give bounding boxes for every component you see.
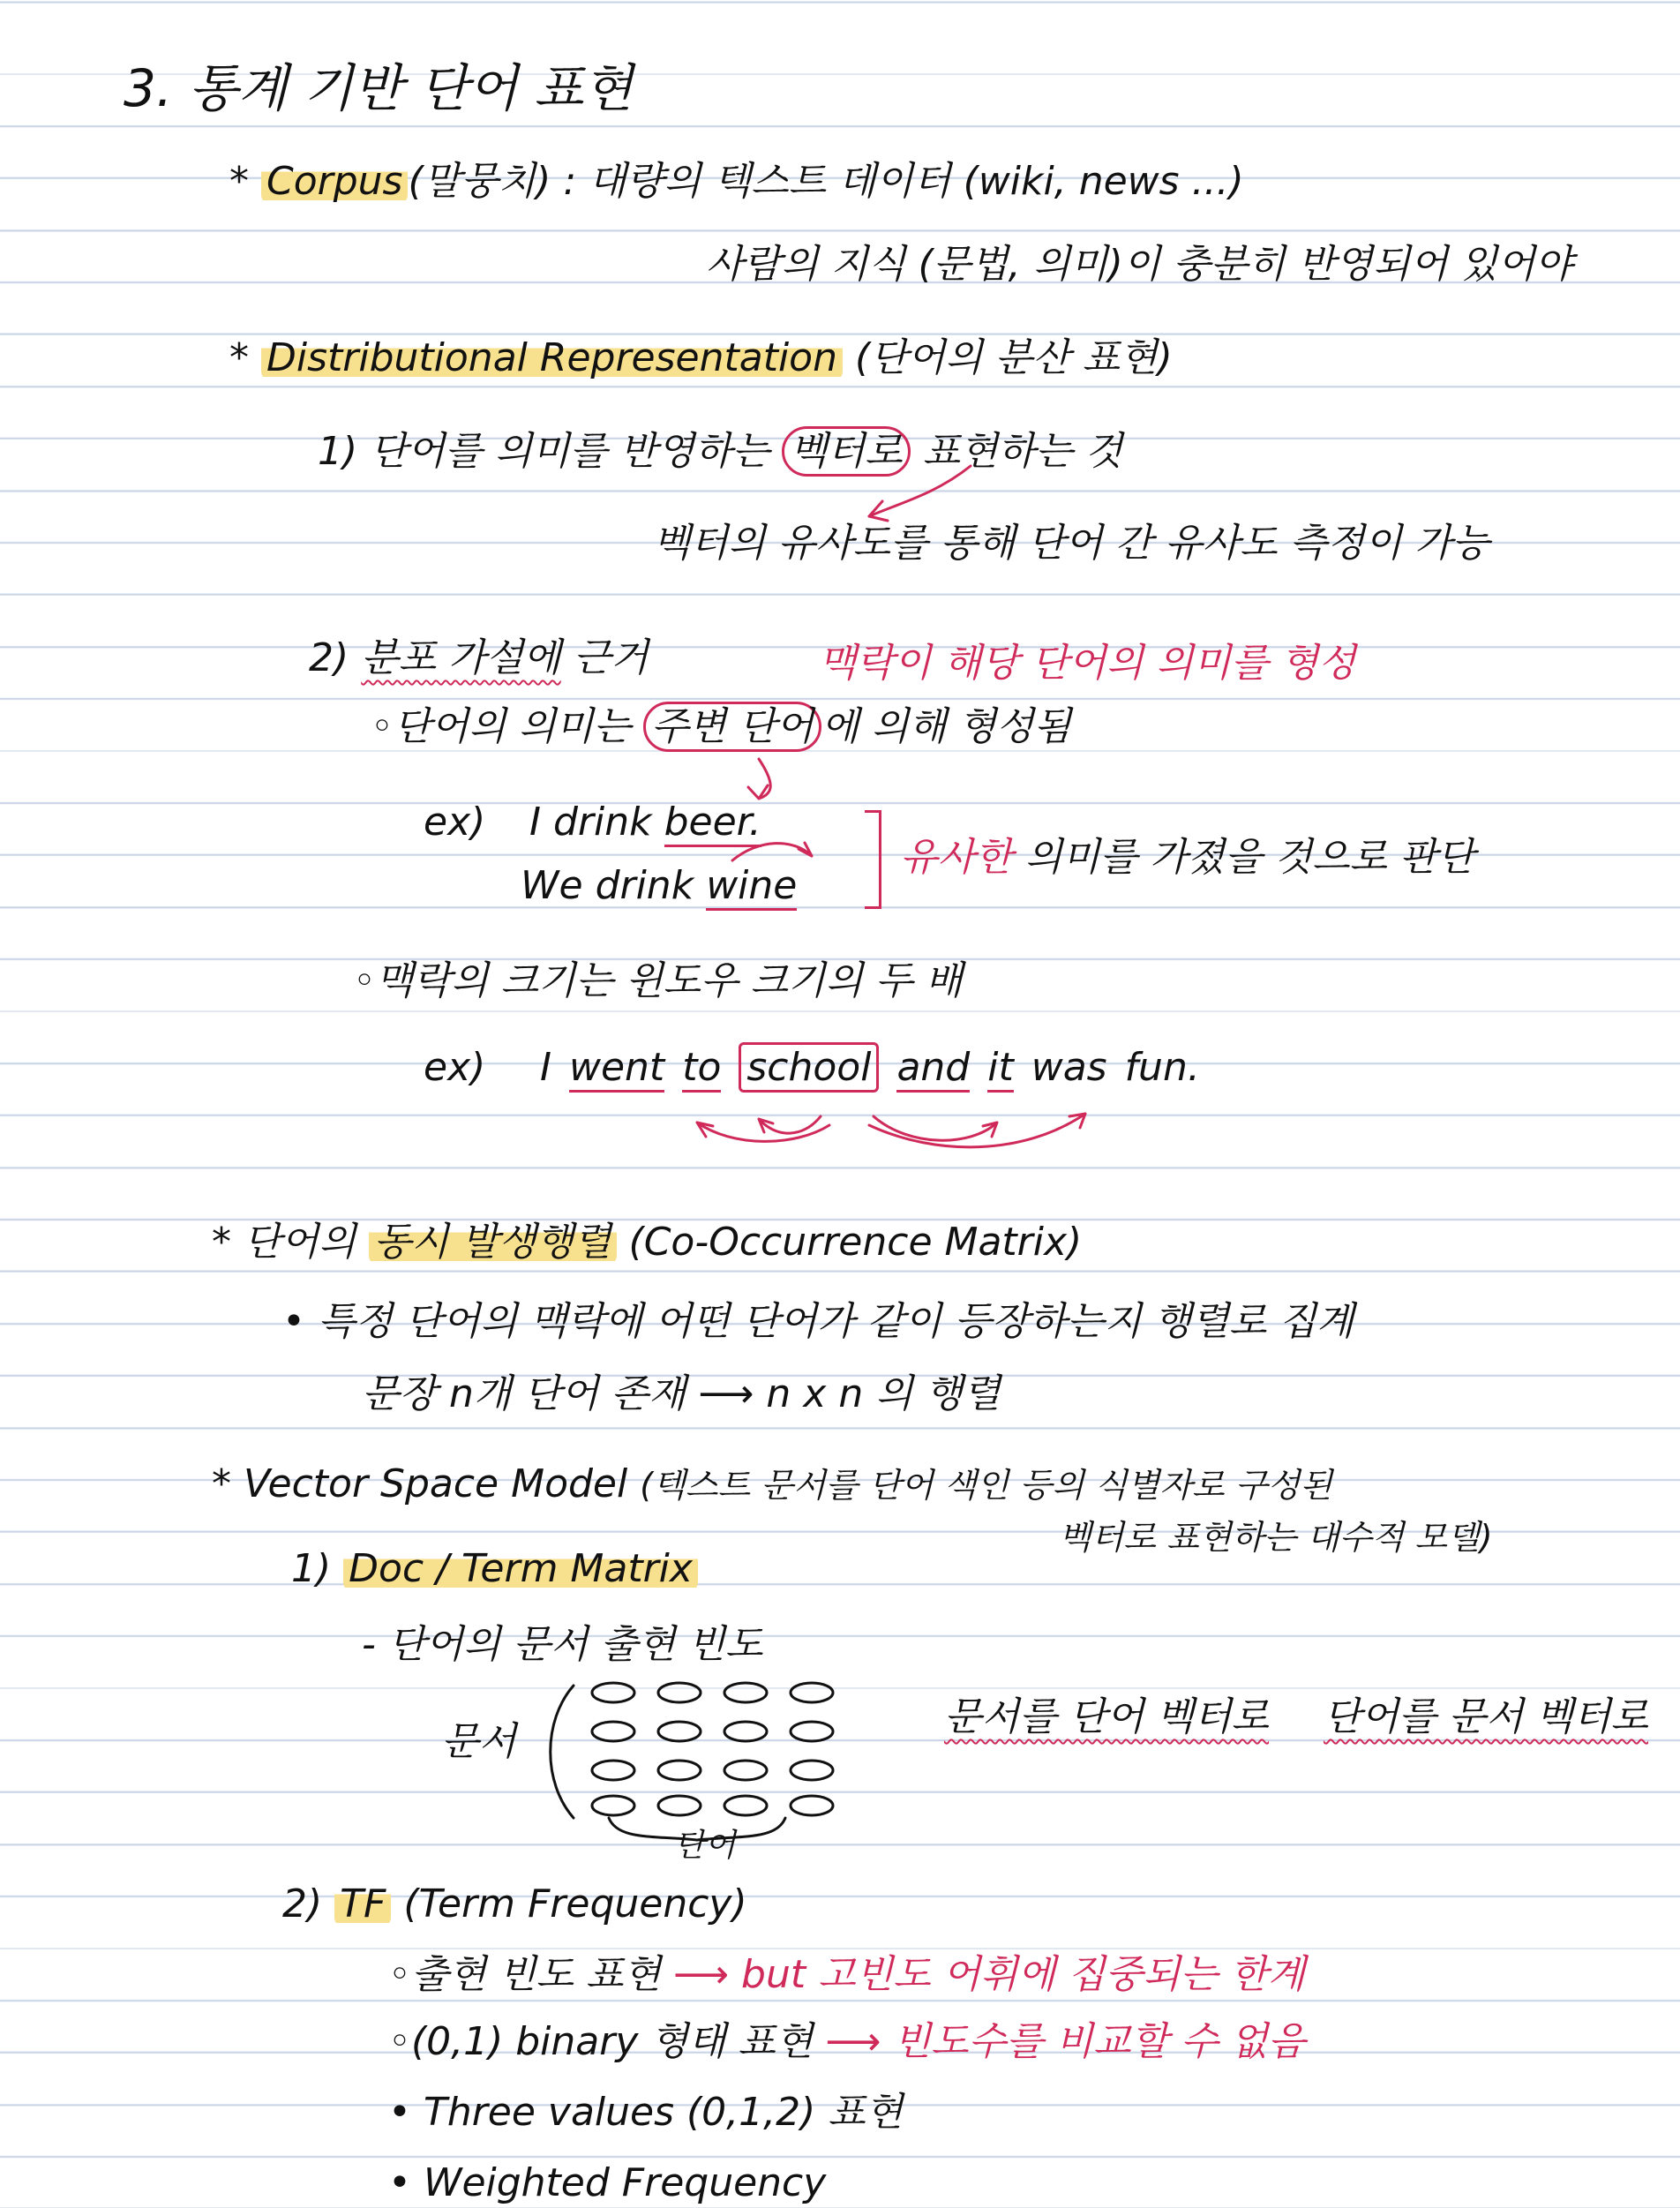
distributional-term: Distributional Representation xyxy=(261,335,843,380)
matrix-row-label: 문서 xyxy=(441,1719,517,1764)
example-3-w6: it xyxy=(987,1045,1013,1093)
example-1-text: I drink xyxy=(529,800,652,845)
corpus-term: Corpus xyxy=(261,159,408,204)
point-1-text: 1) 단어를 의미를 반영하는 xyxy=(318,429,770,474)
colon: : xyxy=(563,159,577,204)
matrix-note-1-text: 문서를 단어 벡터로 xyxy=(944,1694,1270,1739)
bullet: * xyxy=(212,1220,231,1265)
window-arc-3 xyxy=(874,1116,997,1140)
matrix-note-2-text: 단어를 문서 벡터로 xyxy=(1324,1694,1649,1739)
matrix-cells xyxy=(592,1683,833,1815)
bullet: * xyxy=(229,335,249,380)
tf-item-4: • Weighted Frequency xyxy=(388,2160,827,2205)
example-3-w3: to xyxy=(682,1045,721,1093)
cooccurrence-pre: 단어의 xyxy=(244,1220,356,1265)
example-label: ex) xyxy=(424,800,486,845)
example-annotation-highlight: 유사한 xyxy=(900,835,1013,880)
point-1-rest: 표현하는 것 xyxy=(922,429,1123,474)
distributional-term-kr: (단어의 분산 표현) xyxy=(854,335,1173,380)
corpus-definition: 대량의 텍스트 데이터 (wiki, news ...) xyxy=(589,159,1244,204)
cooccurrence-post: (Co-Occurrence Matrix) xyxy=(628,1220,1083,1265)
context-arrow-1 xyxy=(748,759,770,799)
dtm-num: 1) xyxy=(291,1546,332,1591)
vsm-def-2: 벡터로 표현하는 대수적 모델) xyxy=(1059,1518,1493,1557)
tf-highlight: TF xyxy=(334,1881,391,1926)
sub-1-text: ◦단어의 의미는 xyxy=(371,704,631,749)
tf-post: (Term Frequency) xyxy=(403,1881,747,1926)
matrix-col-label: 단어 xyxy=(674,1828,736,1864)
vsm-def-1: (텍스트 문서를 단어 색인 등의 식별자로 구성된 xyxy=(640,1466,1332,1505)
circled-context-words: 주변 단어 xyxy=(643,702,821,752)
matrix-left-paren xyxy=(551,1686,574,1818)
corpus-note: 사람의 지식 (문법, 의미)이 충분히 반영되어 있어야 xyxy=(706,242,1573,287)
tf-item-2-text: ◦(0,1) binary 형태 표현 xyxy=(388,2019,814,2064)
vector-arrow xyxy=(869,466,971,516)
example-3-w1: I xyxy=(540,1045,551,1090)
example-3-w5: and xyxy=(896,1045,970,1093)
window-arc-4 xyxy=(869,1114,1085,1147)
context-arrow-2 xyxy=(732,843,812,860)
sub-1-rest: 에 의해 형성됨 xyxy=(821,704,1071,749)
matrix-bottom-brace xyxy=(609,1818,785,1840)
tf-item-2-note: ⟶ 빈도수를 비교할 수 없음 xyxy=(825,2019,1306,2064)
circled-vector: 벡터로 xyxy=(782,426,911,477)
page-title: 3. 통계 기반 단어 표현 xyxy=(124,58,634,118)
example-annotation-rest: 의미를 가졌을 것으로 판단 xyxy=(1024,835,1475,880)
point-2-underlined: 분포 가설에 xyxy=(361,635,561,680)
cooccurrence-highlight: 동시 발생행렬 xyxy=(369,1220,617,1265)
dtm-highlight: Doc / Term Matrix xyxy=(343,1546,698,1591)
tf-item-3: • Three values (0,1,2) 표현 xyxy=(388,2090,904,2135)
bullet: * xyxy=(212,1461,231,1506)
distributional-sub-2: ◦맥락의 크기는 윈도우 크기의 두 배 xyxy=(353,958,963,1003)
window-arc-2 xyxy=(759,1116,821,1133)
point-2-rest: 근거 xyxy=(573,635,649,680)
dtm-point: - 단어의 문서 출현 빈도 xyxy=(362,1622,763,1667)
distributional-point-1-note: 벡터의 유사도를 통해 단어 간 유사도 측정이 가능 xyxy=(653,521,1489,566)
example-2-word: wine xyxy=(706,863,797,911)
point-2-num: 2) xyxy=(309,635,349,680)
example-3-w2: went xyxy=(569,1045,664,1093)
cooccurrence-point: • 특정 단어의 맥락에 어떤 단어가 같이 등장하는지 행렬로 집계 xyxy=(282,1299,1354,1344)
vsm-term: Vector Space Model xyxy=(244,1461,628,1506)
example-1-word: beer. xyxy=(664,800,761,847)
corpus-term-kr: (말뭉치) xyxy=(408,159,551,204)
bullet: * xyxy=(229,159,249,204)
example-3-boxed-word: school xyxy=(739,1042,879,1093)
tf-item-1-text: ◦출현 빈도 표현 xyxy=(388,1952,661,1997)
tf-num: 2) xyxy=(282,1881,323,1926)
tf-item-1-note: ⟶ but 고빈도 어휘에 집중되는 한계 xyxy=(672,1952,1306,1997)
example-3-w7: was fun. xyxy=(1031,1045,1200,1090)
point-2-annotation: 맥락이 해당 단어의 의미를 형성 xyxy=(819,641,1356,686)
example-2-text: We drink xyxy=(521,863,694,908)
example-3-label: ex) xyxy=(424,1045,486,1090)
cooccurrence-point-2: 문장 n개 단어 존재 ⟶ n x n 의 행렬 xyxy=(362,1371,1001,1416)
